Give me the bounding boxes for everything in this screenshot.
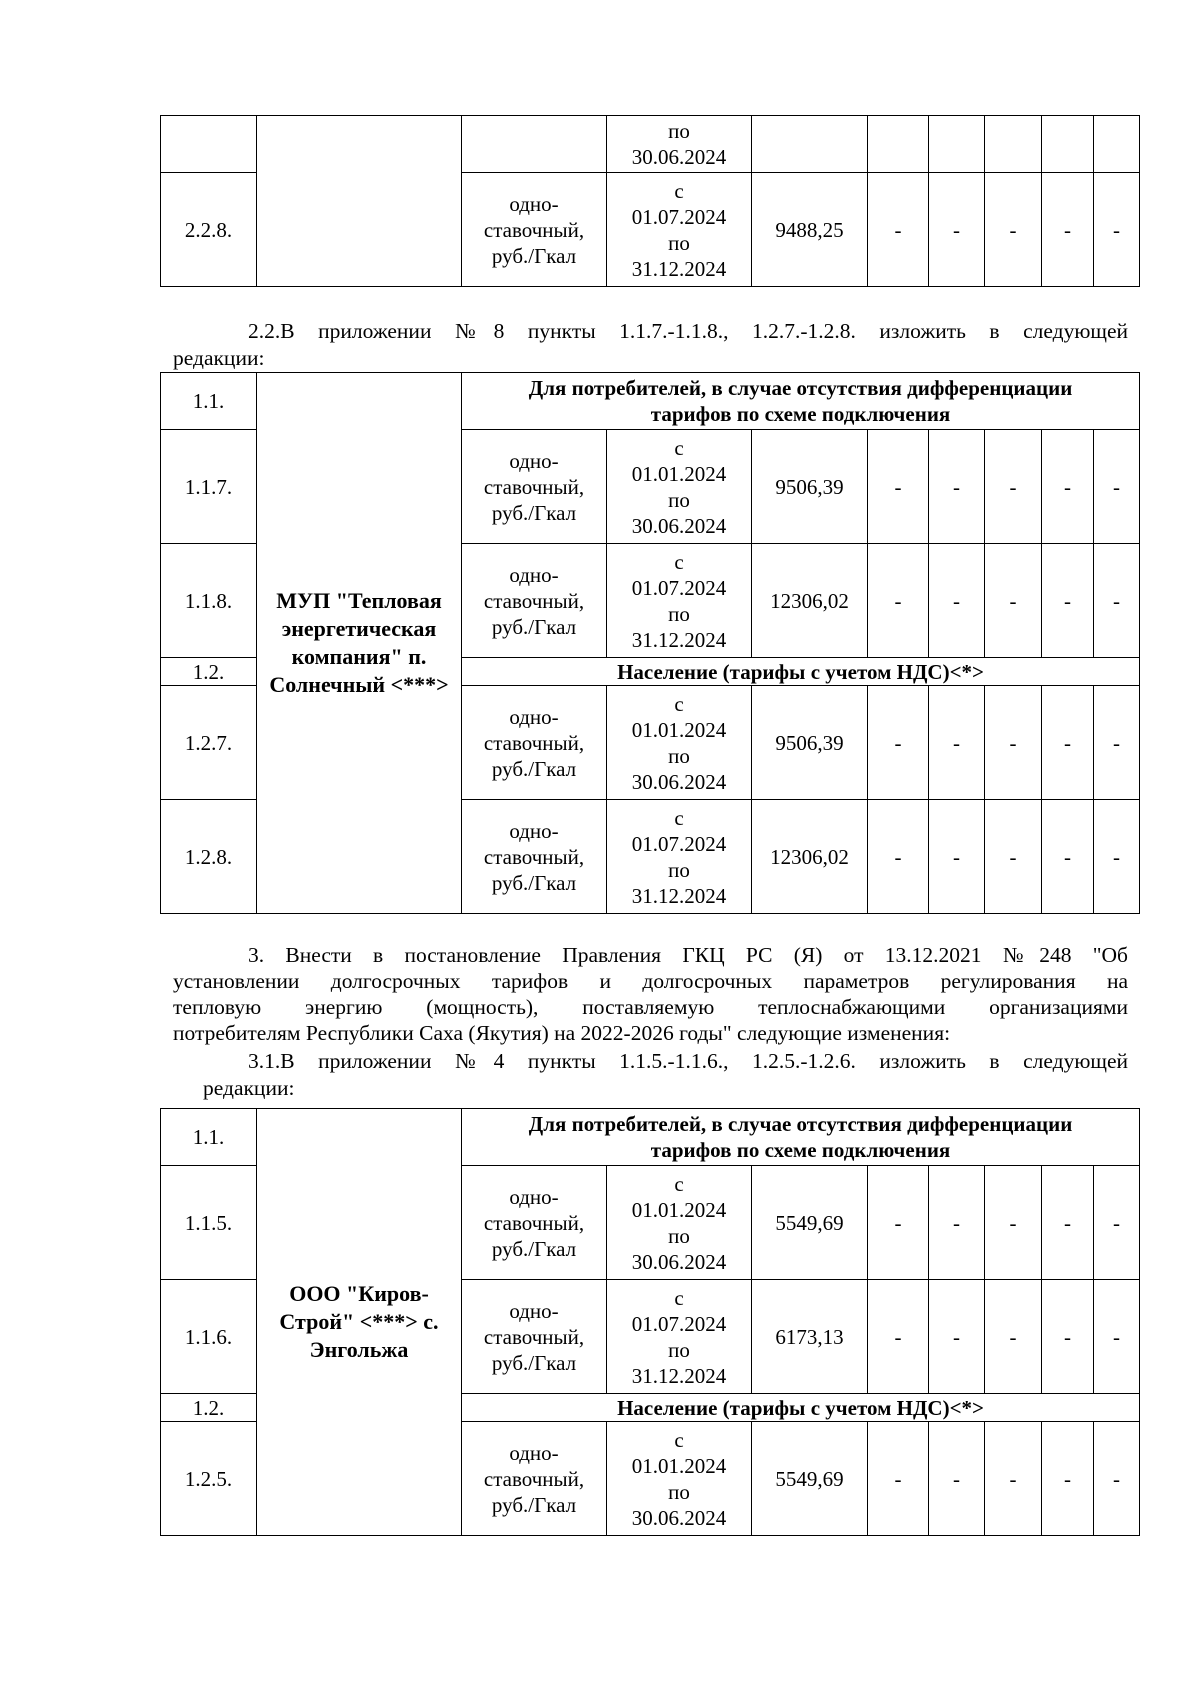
- tariff-value-cell: 5549,69: [752, 1422, 868, 1536]
- row-number-cell: 1.2.5.: [161, 1422, 257, 1536]
- tariff-value-cell: 9488,25: [752, 173, 868, 287]
- row-number-cell: 1.2.7.: [161, 686, 257, 800]
- tariff-table-continuation: [160, 115, 1140, 287]
- period-cell: с 01.07.2024 по 31.12.2024: [607, 544, 752, 658]
- dash-cell: -: [929, 544, 985, 658]
- dash-cell: -: [1094, 430, 1140, 544]
- dash-cell: -: [985, 173, 1042, 287]
- tariff-kind-cell: [462, 116, 607, 173]
- paragraph-3-line3: тепловую энергию (мощность), поставляемую теплоснабжающими организациями: [173, 995, 1128, 1019]
- dash-cell: -: [868, 1280, 929, 1394]
- table-row: [161, 373, 1140, 430]
- tariff-kind-cell: одно- ставочный, руб./Гкал: [462, 430, 607, 544]
- empty-cell: [1042, 116, 1094, 173]
- tariff-value-cell: 5549,69: [752, 1166, 868, 1280]
- row-number-cell: 2.2.8.: [161, 173, 257, 287]
- dash-cell: -: [1042, 544, 1094, 658]
- paragraph-3-line2: установлении долгосрочных тарифов и долгосрочных параметров регулирования на: [173, 969, 1128, 993]
- group-header-cell: Для потребителей, в случае отсутствия дифференциации тарифов по схеме подключения: [462, 1109, 1140, 1166]
- dash-cell: -: [868, 544, 929, 658]
- tariff-kind-cell: одно- ставочный, руб./Гкал: [462, 1280, 607, 1394]
- group-header-cell: Население (тарифы с учетом НДС)<*>: [462, 1394, 1140, 1422]
- table-row: [161, 1109, 1140, 1166]
- dash-cell: -: [929, 1422, 985, 1536]
- row-number-cell: 1.1.: [161, 1109, 257, 1166]
- dash-cell: -: [929, 430, 985, 544]
- row-number-cell: 1.2.: [161, 1394, 257, 1422]
- dash-cell: -: [985, 430, 1042, 544]
- dash-cell: -: [1094, 544, 1140, 658]
- dash-cell: -: [985, 544, 1042, 658]
- period-cell: с 01.07.2024 по 31.12.2024: [607, 173, 752, 287]
- dash-cell: -: [1042, 1166, 1094, 1280]
- tariff-kind-cell: одно- ставочный, руб./Гкал: [462, 686, 607, 800]
- dash-cell: -: [1094, 1166, 1140, 1280]
- paragraph-3-line4: потребителям Республики Саха (Якутия) на 2022-2026 годы" следующие изменения:: [173, 1021, 951, 1045]
- paragraph-2-2-line2: редакции:: [173, 346, 265, 370]
- tariff-table-solnechny: [160, 372, 1140, 914]
- dash-cell: -: [1094, 686, 1140, 800]
- row-number-cell: 1.1.8.: [161, 544, 257, 658]
- tariff-kind-cell: одно- ставочный, руб./Гкал: [462, 1166, 607, 1280]
- period-cell: с 01.01.2024 по 30.06.2024: [607, 430, 752, 544]
- dash-cell: -: [1042, 1280, 1094, 1394]
- row-number-cell: 1.1.5.: [161, 1166, 257, 1280]
- row-number-cell: 1.2.8.: [161, 800, 257, 914]
- tariff-kind-cell: одно- ставочный, руб./Гкал: [462, 544, 607, 658]
- dash-cell: -: [1094, 1280, 1140, 1394]
- dash-cell: -: [929, 173, 985, 287]
- paragraph-2-2-line1: 2.2.В приложении №8 пункты 1.1.7.-1.1.8., 1.2.7.-1.2.8. изложить в следующей: [248, 319, 1128, 343]
- tariff-kind-cell: одно- ставочный, руб./Гкал: [462, 1422, 607, 1536]
- period-cell: с 01.01.2024 по 30.06.2024: [607, 1422, 752, 1536]
- dash-cell: -: [985, 1280, 1042, 1394]
- dash-cell: -: [868, 1422, 929, 1536]
- tariff-kind-cell: одно- ставочный, руб./Гкал: [462, 800, 607, 914]
- paragraph-3-line1: 3. Внести в постановление Правления ГКЦ РС (Я) от 13.12.2021 №248 "Об: [248, 943, 1128, 967]
- empty-cell: [868, 116, 929, 173]
- tariff-value-cell: 6173,13: [752, 1280, 868, 1394]
- dash-cell: -: [985, 1166, 1042, 1280]
- row-number-cell: 1.1.7.: [161, 430, 257, 544]
- dash-cell: -: [985, 800, 1042, 914]
- paragraph-3-1-line2: редакции:: [203, 1076, 295, 1100]
- dash-cell: -: [1094, 800, 1140, 914]
- row-number-cell: 1.1.6.: [161, 1280, 257, 1394]
- tariff-value-cell: 9506,39: [752, 686, 868, 800]
- tariff-value-cell: 12306,02: [752, 800, 868, 914]
- period-cell: по 30.06.2024: [607, 116, 752, 173]
- dash-cell: -: [985, 686, 1042, 800]
- organization-cell: ООО "Киров-Строй" <***> с. Энгольжа: [257, 1109, 462, 1536]
- tariff-value-cell: 9506,39: [752, 430, 868, 544]
- tariff-kind-cell: одно- ставочный, руб./Гкал: [462, 173, 607, 287]
- dash-cell: -: [985, 1422, 1042, 1536]
- empty-cell: [1094, 116, 1140, 173]
- organization-cell: [257, 116, 462, 287]
- dash-cell: -: [1042, 173, 1094, 287]
- period-cell: с 01.01.2024 по 30.06.2024: [607, 686, 752, 800]
- value-cell: [752, 116, 868, 173]
- dash-cell: -: [868, 430, 929, 544]
- table-row: [161, 116, 1140, 173]
- empty-cell: [985, 116, 1042, 173]
- tariff-value-cell: 12306,02: [752, 544, 868, 658]
- row-number-cell: [161, 116, 257, 173]
- dash-cell: -: [868, 686, 929, 800]
- dash-cell: -: [868, 173, 929, 287]
- paragraph-3-1-line1: 3.1.В приложении №4 пункты 1.1.5.-1.1.6., 1.2.5.-1.2.6. изложить в следующей: [248, 1049, 1128, 1073]
- organization-cell: МУП "Тепловая энергетическая компания" п. Солнечный <***>: [257, 373, 462, 914]
- period-cell: с 01.07.2024 по 31.12.2024: [607, 1280, 752, 1394]
- dash-cell: -: [1042, 430, 1094, 544]
- dash-cell: -: [1042, 800, 1094, 914]
- period-cell: с 01.01.2024 по 30.06.2024: [607, 1166, 752, 1280]
- row-number-cell: 1.2.: [161, 658, 257, 686]
- dash-cell: -: [929, 1166, 985, 1280]
- dash-cell: -: [929, 800, 985, 914]
- dash-cell: -: [929, 686, 985, 800]
- dash-cell: -: [868, 1166, 929, 1280]
- dash-cell: -: [1094, 173, 1140, 287]
- empty-cell: [929, 116, 985, 173]
- dash-cell: -: [1094, 1422, 1140, 1536]
- dash-cell: -: [868, 800, 929, 914]
- dash-cell: -: [1042, 1422, 1094, 1536]
- tariff-table-engolzha: [160, 1108, 1140, 1536]
- row-number-cell: 1.1.: [161, 373, 257, 430]
- period-cell: с 01.07.2024 по 31.12.2024: [607, 800, 752, 914]
- group-header-cell: Для потребителей, в случае отсутствия дифференциации тарифов по схеме подключения: [462, 373, 1140, 430]
- group-header-cell: Население (тарифы с учетом НДС)<*>: [462, 658, 1140, 686]
- dash-cell: -: [929, 1280, 985, 1394]
- dash-cell: -: [1042, 686, 1094, 800]
